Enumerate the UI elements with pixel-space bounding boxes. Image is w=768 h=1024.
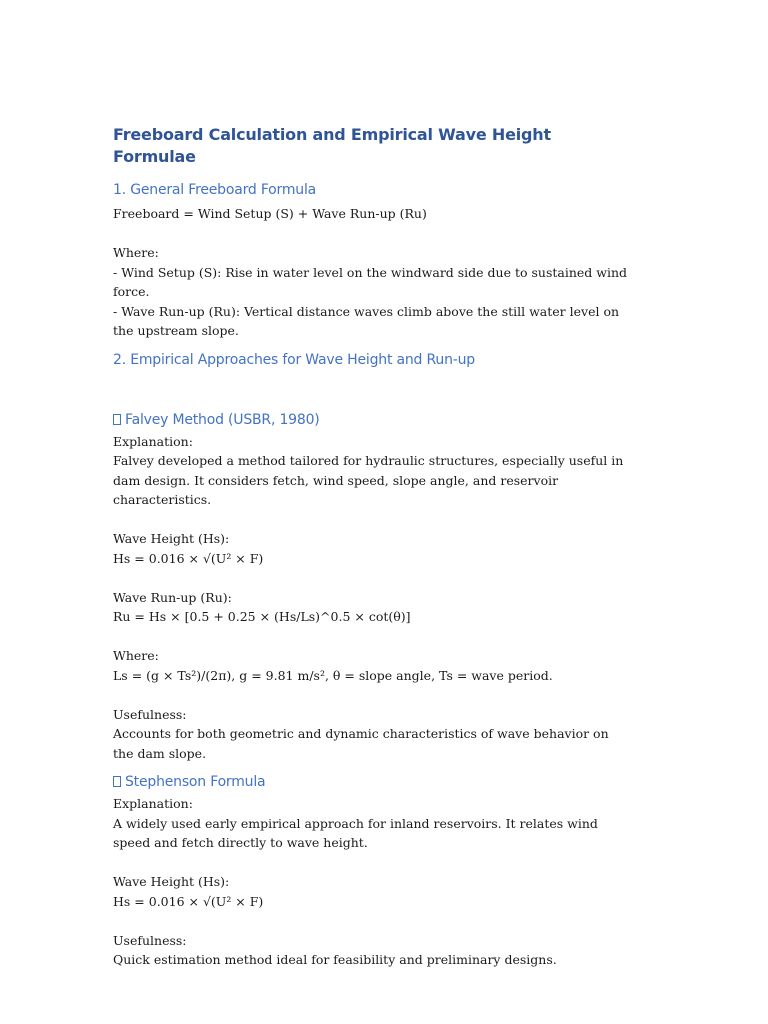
where-label: Where:: [113, 245, 159, 260]
spacer: [113, 374, 633, 410]
stephenson-wave-height-label: Wave Height (Hs):: [113, 874, 230, 889]
missing-glyph-icon: [113, 776, 121, 787]
spacer: [113, 763, 633, 772]
falvey-usefulness-label: Usefulness:: [113, 706, 187, 722]
stephenson-explanation: A widely used early empirical approach for inland reservoirs. It relates wind speed and fetch directly to wave height.: [113, 815, 598, 850]
falvey-wave-height-formula: Hs = 0.016 × √(U² × F): [113, 550, 264, 566]
section1-heading: 1. General Freeboard Formula: [113, 182, 317, 198]
spacer: [113, 685, 633, 705]
falvey-heading: [113, 410, 633, 430]
falvey-where-text: Ls = (g × Ts²)/(2π), g = 9.81 m/s², θ = slope angle, Ts = wave period.: [113, 667, 553, 683]
wind-setup-definition: - Wind Setup (S): Rise in water level on the windward side due to sustained wind force.: [113, 264, 628, 299]
falvey-heading-text: Falvey Method (USBR, 1980): [125, 411, 320, 428]
stephenson-usefulness: Quick estimation method ideal for feasibility and preliminary designs.: [113, 952, 557, 967]
falvey-where-label: Where:: [113, 648, 159, 663]
spacer: [113, 853, 633, 873]
document-title: Freeboard Calculation and Empirical Wave Height Formulae: [113, 125, 551, 166]
falvey-runup-formula: Ru = Hs × [0.5 + 0.25 × (Hs/Ls)^0.5 × cot(θ)]: [113, 609, 411, 624]
falvey-runup-label: Wave Run-up (Ru):: [113, 589, 232, 605]
section2-heading: 2. Empirical Approaches for Wave Height and Run-up: [113, 351, 475, 368]
spacer: [113, 568, 633, 588]
wave-runup-definition: - Wave Run-up (Ru): Vertical distance waves climb above the still water level on the upstream slope.: [113, 303, 620, 338]
spacer: [113, 341, 633, 350]
stephenson-wave-height-formula: Hs = 0.016 × √(U² × F): [113, 893, 264, 909]
missing-glyph-icon: [113, 414, 121, 425]
stephenson-heading-text: Stephenson Formula: [125, 774, 266, 790]
freeboard-formula: Freeboard = Wind Setup (S) + Wave Run-up (Ru): [113, 206, 427, 221]
stephenson-explanation-label: Explanation:: [113, 796, 193, 811]
document-page: [113, 124, 633, 970]
falvey-usefulness: Accounts for both geometric and dynamic characteristics of wave behavior on the dam slope.: [113, 726, 609, 761]
spacer: [113, 627, 633, 647]
falvey-wave-height-label: Wave Height (Hs):: [113, 531, 230, 546]
stephenson-usefulness-label: Usefulness:: [113, 932, 187, 948]
stephenson-heading: [113, 772, 633, 792]
spacer: [113, 224, 633, 244]
falvey-explanation: Falvey developed a method tailored for hydraulic structures, especially useful in dam design. It considers fetch, wind speed, slope angle, and reservoir characteristics.: [113, 453, 624, 507]
spacer: [113, 510, 633, 530]
spacer: [113, 911, 633, 931]
falvey-explanation-label: Explanation:: [113, 433, 193, 449]
